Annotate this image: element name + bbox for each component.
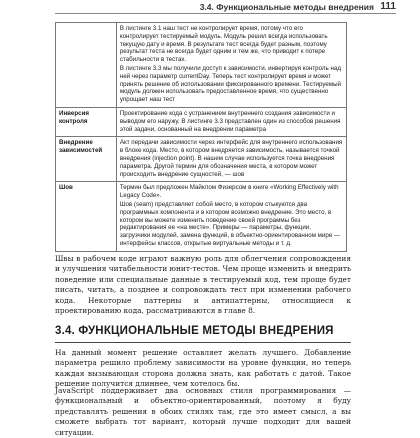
running-head-title: 3.4. Функциональные методы внедрения: [199, 2, 374, 12]
header-rule: [55, 13, 396, 14]
heading-rule: [55, 342, 351, 343]
body-paragraph: Швы в рабочем коде играют важную роль для облегчения сопровождения и улучшения читабельности юнит-тестов. Чем проще изменить и внедрить поведение или специальные данные в тестируемый код, тем проще будет писать, читать, а позднее и сопровождать тест при изменении рабочего кода. Некоторые паттерны и антипаттерны, относящиеся к проектированию кода, рассматриваются в главе 8.: [55, 254, 351, 316]
section-heading: 3.4. ФУНКЦИОНАЛЬНЫЕ МЕТОДЫ ВНЕДРЕНИЯ: [55, 325, 334, 337]
definition-paragraph: В листинге 3.3 мы получили доступ к зависимости, инвертируя контроль над ней через параметр currentDay. Теперь тест контролирует время и может принять решение об использовании фиксированного времени. Тестируемый модуль должен использовать предоставленное время, что существенно упрощает наш тест: [119, 64, 341, 104]
table-definition: [116, 23, 346, 108]
definition-paragraph: Проектирование кода с устранением внутреннего создания зависимости и выводом его наружу. В листинге 3.3 представлен один из способов решения этой задачи, основанный на внедрении параметра: [119, 109, 341, 133]
table-row: [56, 182, 347, 251]
definition-paragraph: Акт передачи зависимости через интерфейс для внутреннего использования в блоке кода. Место, в котором внедряется зависимость, называется точкой внедрения (injection point). В нашем случае используется точка внедрения параметра. Другой термин для обозначения места, в котором может происходить внедрение сущностей, — шов: [119, 139, 343, 178]
glossary-table: [55, 22, 347, 252]
body-paragraph: JavaScript поддерживает два основных стиля программирования — функциональный и объектно-ориентированный, поэтому я буду представлять решения в обоих стилях там, где это имеет смысл, а вы сможете выбрать тот вариант, который лучше подходит для вашей ситуации.: [55, 386, 351, 437]
definition-paragraph: Термин был предложен Майклом Физерсом в книге «Working Effectively with Legacy Code».: [119, 184, 339, 200]
table-definition: [116, 182, 346, 251]
page-header: [0, 0, 420, 14]
definition-paragraph: В листинге 3.1 наш тест не контролирует время, потому что его контролирует тестируемый модуль. Модуль решил всегда использовать текущую дату и время. В результате тест всегда будет разным, поэтому результат теста не всегда будет одним и тем же, что приводит к потере стабильности в тестах.: [119, 25, 328, 64]
table-term: [56, 23, 117, 108]
table-term: Инверсия контроля: [56, 107, 117, 136]
body-paragraph: На данный момент решение оставляет желать лучшего. Добавление параметра решило проблему зависимости на уровне функции, но теперь каждая вызывающая сторона должна знать, как работать с датой. Такое решение получится длиннее, чем хотелось бы.: [55, 348, 351, 389]
table-term: Шов: [56, 182, 117, 251]
table-row: [56, 137, 347, 182]
table-definition: [116, 107, 346, 136]
page-number: 111: [380, 1, 396, 12]
definition-paragraph: Шов (seam) представляет собой место, в котором стыкуются два программных компонента и в котором возможно внедрение. Это место, в котором вы можете изменить поведение своей программы без редактирования ее «на месте». Примеры — параметры, функции, загрузчики модулей, замена функций, в объектно-ориентированном мире — интерфейсы классов, открытые виртуальные методы и т. д.: [119, 200, 341, 247]
table-row: [56, 107, 347, 136]
table-row: [56, 23, 347, 108]
table-definition: [116, 137, 346, 182]
table-term: Внедрение зависимостей: [56, 137, 117, 182]
